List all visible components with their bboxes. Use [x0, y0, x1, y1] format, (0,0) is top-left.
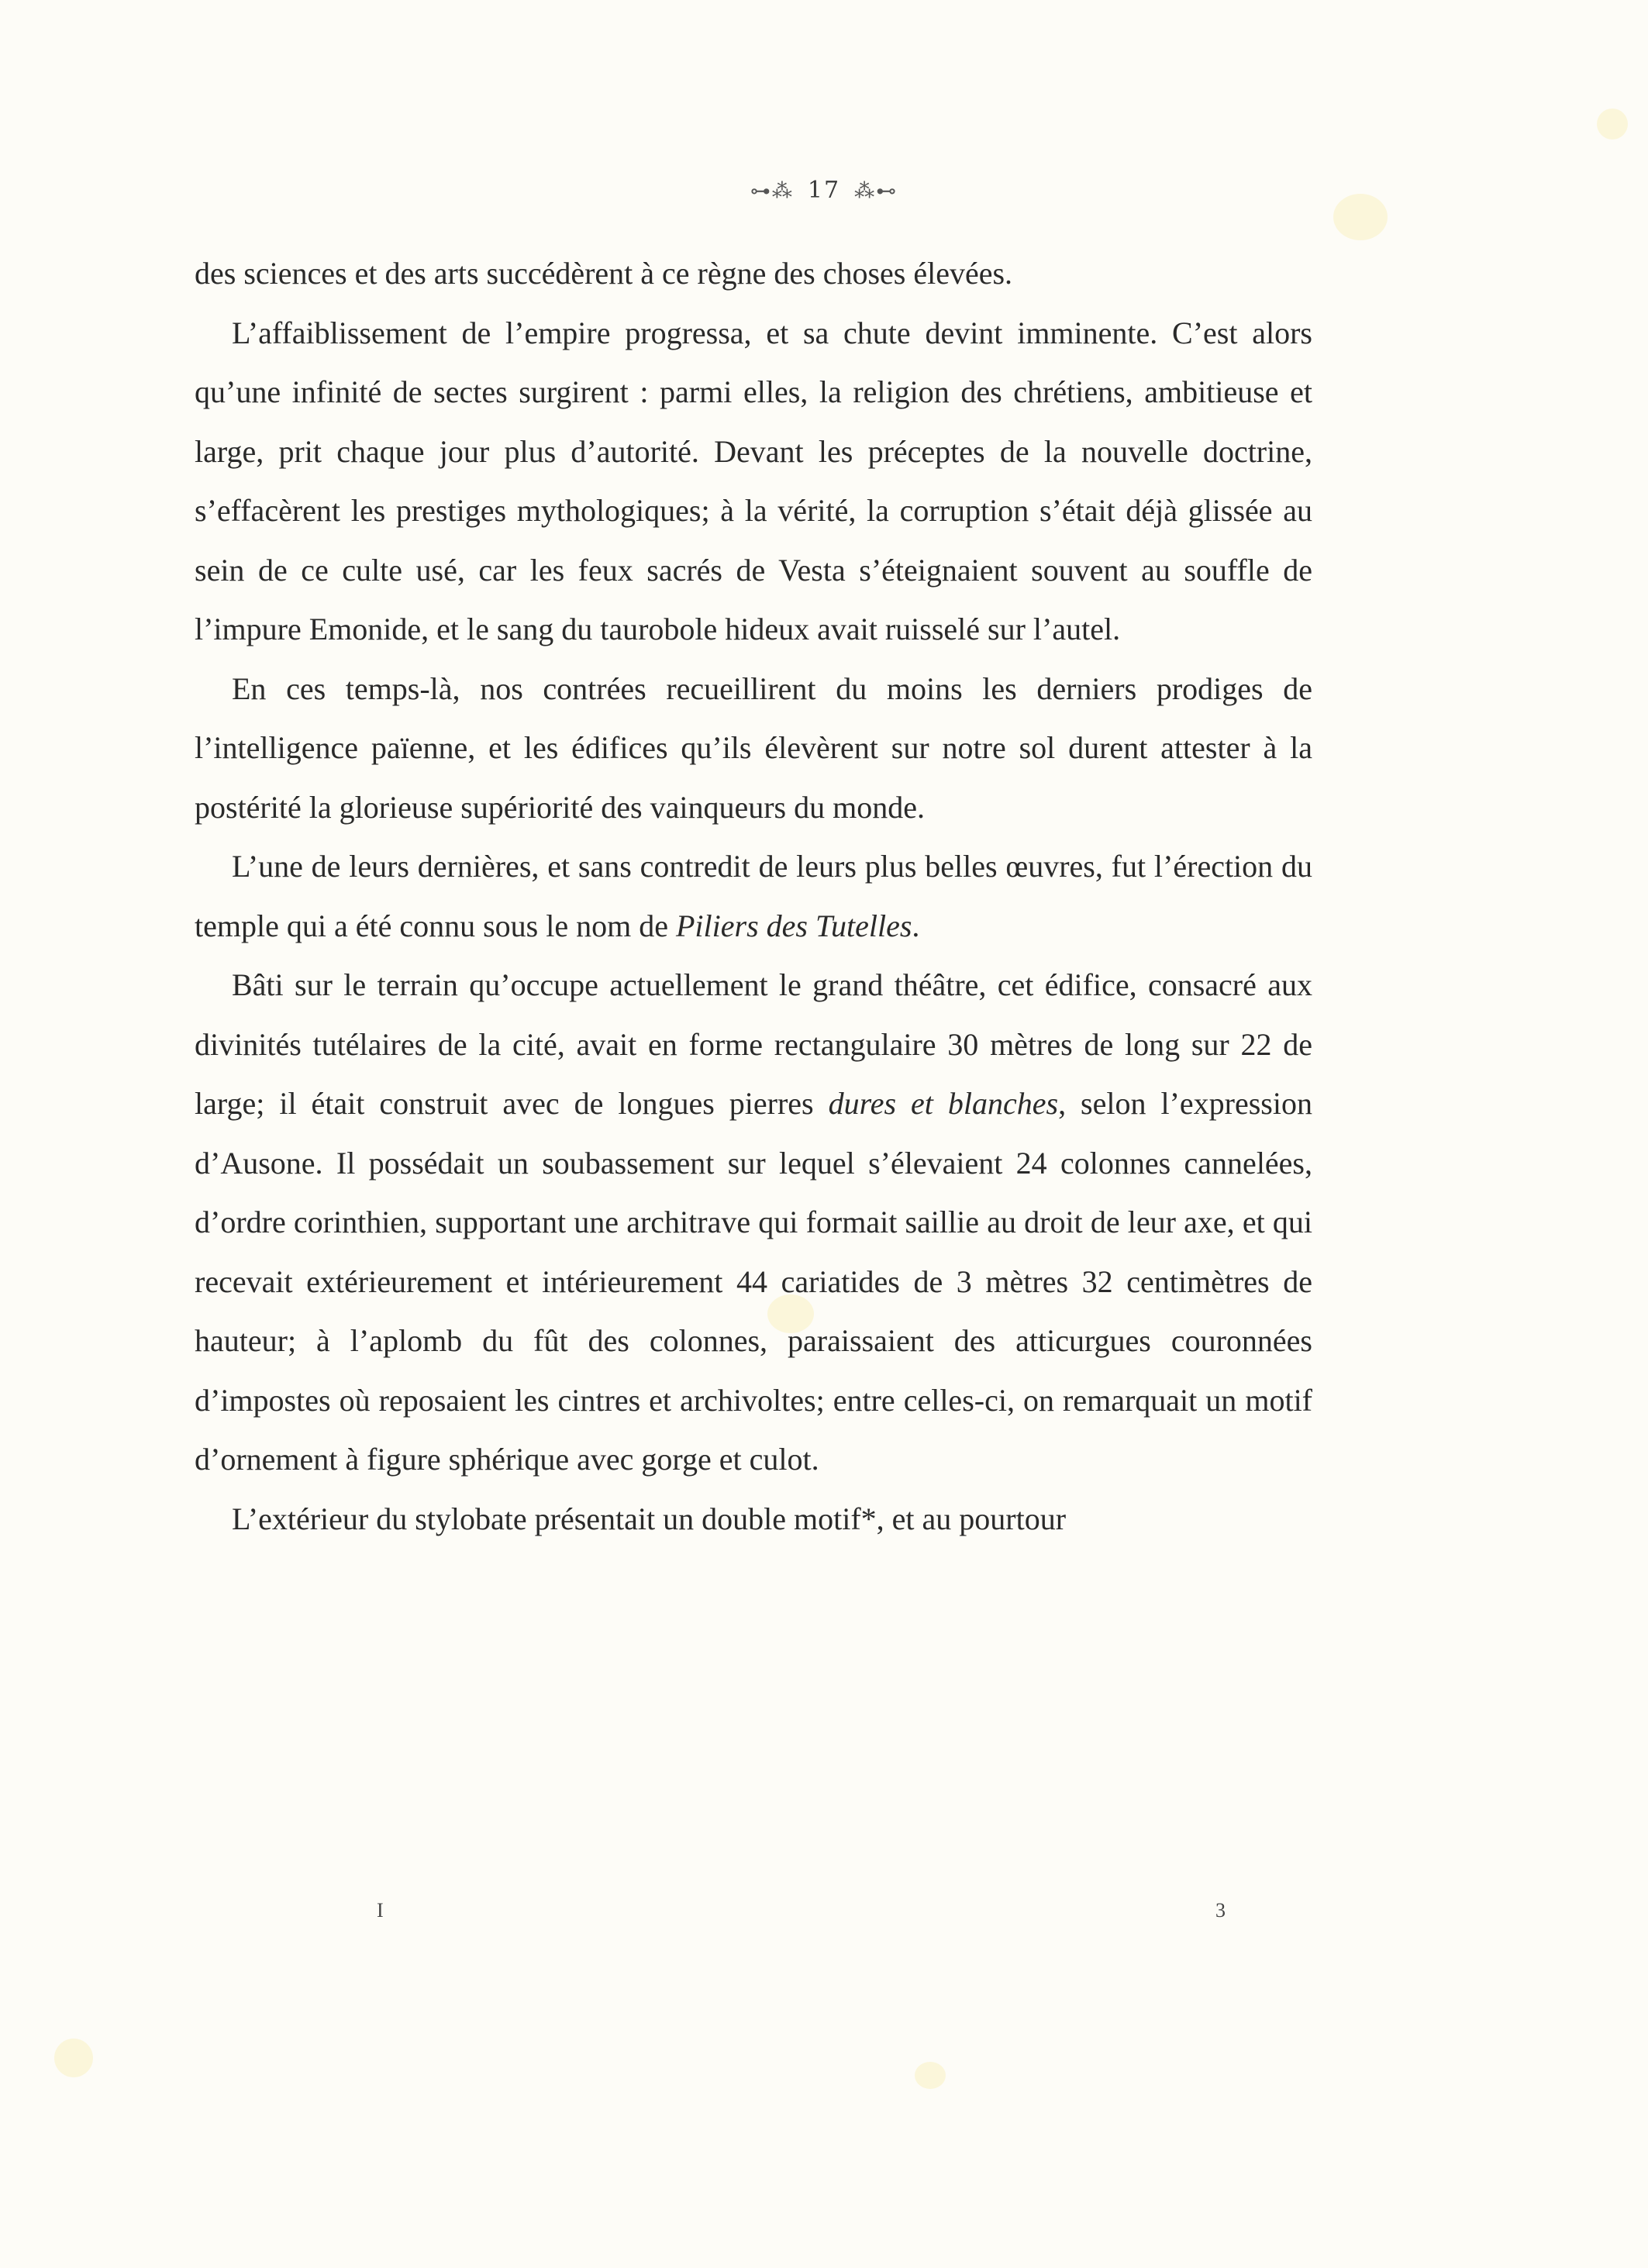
page-number: 17	[807, 177, 841, 204]
text-run: L’une de leurs dernières, et sans contredit de leurs plus belles œuvres, fut l’érection du temple qui a été connu sous le nom de	[195, 849, 1312, 943]
paragraph	[195, 660, 1312, 838]
paper-stain	[915, 2062, 946, 2089]
italic-phrase: Piliers des Tutelles	[675, 908, 912, 943]
text-run: L’extérieur du stylobate présentait un double motif*, et au pourtour	[232, 1501, 1067, 1536]
running-header	[0, 177, 1648, 204]
paragraph	[195, 837, 1312, 956]
signature-mark: I	[377, 1899, 384, 1922]
text-run: .	[912, 908, 920, 943]
paragraph	[195, 956, 1312, 1490]
paragraph	[195, 1490, 1312, 1549]
text-run: , selon l’expression d’Ausone. Il possédait un soubassement sur lequel s’élevaient 24 colonnes cannelées, d’ordre corinthien, supportant une architrave qui formait saillie au droit de leur axe, et qui recevait extérieurement et intérieurement 44 cariatides de 3 mètres 32 centimètres de hauteur; à l’aplomb du fût des colonnes, paraissaient des atticurgues couronnées d’impostes où reposaient les cintres et archivoltes; entre celles-ci, on remarquait un motif d’ornement à figure sphérique avec gorge et culot.	[195, 1086, 1312, 1477]
text-run: des sciences et des arts succédèrent à ce règne des choses élevées.	[195, 256, 1013, 291]
right-ornament-icon: ⁂⊷	[854, 180, 898, 203]
signature-number: 3	[1215, 1899, 1226, 1922]
left-ornament-icon: ⊶⁂	[750, 180, 794, 203]
text-run: Bâti sur le terrain qu’occupe actuellement le grand théâtre, cet édifice, consacré aux divinités tutélaires de la cité, avait en forme rectangulaire 30 mètres de long sur 22 de large; il était construit avec de longues pierres	[195, 967, 1312, 1121]
paragraph	[195, 244, 1312, 304]
page-footer	[0, 1899, 1648, 1930]
paper-stain	[54, 2039, 93, 2077]
text-run: En ces temps-là, nos contrées recueillirent du moins les derniers prodiges de l’intelligence païenne, et les édifices qu’ils élevèrent sur notre sol durent attester à la postérité la glorieuse supériorité des vainqueurs du monde.	[195, 670, 1312, 825]
italic-phrase: dures et blanches	[828, 1086, 1059, 1121]
text-run: L’affaiblissement de l’empire progressa, et sa chute devint imminente. C’est alors qu’une infinité de sectes surgirent : parmi elles, la religion des chrétiens, ambitieuse et large, prit chaque jour plus d’autorité. Devant les préceptes de la nouvelle doctrine, s’effacèrent les prestiges mythologiques; à la vérité, la corruption s’était déjà glissée au sein de ce culte usé, car les feux sacrés de Vesta s’éteignaient souvent au souffle de l’impure Emonide, et le sang du taurobole hideux avait ruisselé sur l’autel.	[195, 315, 1312, 646]
paragraph	[195, 304, 1312, 660]
paper-stain	[1597, 109, 1628, 140]
body-text	[195, 244, 1312, 1549]
